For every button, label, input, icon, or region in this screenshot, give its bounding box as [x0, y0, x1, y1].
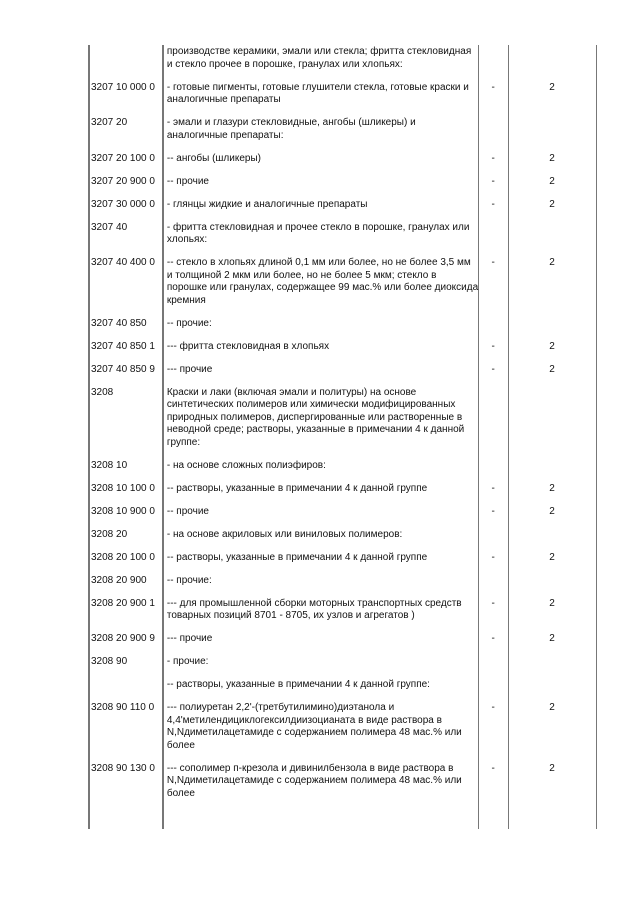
dash-cell: - — [491, 762, 495, 774]
description-cell: --- полиуретан 2,2'-(третбутилимино)диэтанола и 4,4'метилендициклогексилдиизоцианата в виде раствора в N,Nдиметилацетамиде с содержанием полимера 48 мас.% или более — [166, 702, 462, 751]
description-cell: -- прочие: — [166, 574, 212, 586]
dash-cell — [478, 46, 508, 71]
code-cell: 3207 30 000 0 — [91, 198, 155, 210]
dash-cell: - — [491, 175, 495, 187]
rate-cell — [508, 460, 596, 473]
code-cell: 3207 20 900 0 — [91, 175, 155, 187]
table-row — [88, 483, 596, 506]
description-cell: - на основе сложных полиэфиров: — [166, 459, 326, 471]
dash-cell: - — [491, 340, 495, 352]
table-row — [88, 552, 596, 575]
code-cell: 3208 20 900 1 — [91, 597, 155, 609]
rate-cell — [508, 222, 596, 247]
code-cell: 3207 40 — [91, 221, 128, 233]
table-row — [88, 257, 596, 318]
rate-cell — [508, 387, 596, 450]
code-cell: 3207 20 100 0 — [91, 152, 155, 164]
rate-cell: 2 — [549, 762, 555, 774]
dash-cell — [478, 222, 508, 247]
table-row — [88, 679, 596, 702]
dash-cell: - — [491, 597, 495, 609]
code-cell: 3208 10 900 0 — [91, 505, 155, 517]
table-row — [88, 633, 596, 656]
code-cell: 3207 20 — [91, 117, 128, 128]
description-cell: - прочие: — [166, 656, 209, 667]
dash-cell — [478, 529, 508, 542]
rate-cell: 2 — [549, 257, 555, 268]
dash-cell — [478, 575, 508, 588]
description-cell: производстве керамики, эмали или стекла; фритта стекловидная и стекло прочее в порошке, гранулах или хлопьях: — [166, 46, 472, 70]
description-cell: -- ангобы (шликеры) — [166, 152, 261, 164]
rate-cell: 2 — [549, 198, 555, 210]
code-cell: 3207 40 850 1 — [91, 340, 155, 352]
description-cell: --- прочие — [166, 363, 213, 375]
code-cell: 3207 40 850 — [91, 317, 147, 329]
table-row — [88, 598, 596, 634]
code-cell: 3208 90 130 0 — [91, 762, 155, 774]
dash-cell: - — [491, 257, 495, 268]
rate-cell — [508, 318, 596, 331]
table-row — [88, 199, 596, 222]
code-cell: 3208 10 100 0 — [91, 482, 155, 494]
code-cell: 3207 10 000 0 — [91, 81, 155, 93]
description-cell: -- стекло в хлопьях длиной 0,1 мм или более, но не более 3,5 мм и толщиной 2 мкм или более, но не более 5 мкм; стекло в порошке или гранулах, содержащее 99 мас.% или более диоксида кремния — [166, 257, 479, 306]
dash-cell: - — [491, 482, 495, 494]
description-cell: - готовые пигменты, готовые глушители стекла, готовые краски и аналогичные препараты — [166, 81, 469, 105]
dash-cell — [478, 679, 508, 692]
table-row — [88, 763, 596, 811]
dash-cell — [478, 117, 508, 142]
rate-cell: 2 — [549, 152, 555, 164]
code-cell: 3208 20 100 0 — [91, 551, 155, 563]
table-row — [88, 341, 596, 364]
dash-cell: - — [491, 633, 495, 644]
description-cell: Краски и лаки (включая эмали и политуры) на основе синтетических полимеров или химически модифицированных природных полимеров, диспергированные или растворенные в неводной среде; растворы, указанные в примечании 4 к данной группе: — [166, 386, 465, 448]
rate-cell: 2 — [549, 81, 555, 93]
rate-cell — [508, 656, 596, 669]
description-cell: -- растворы, указанные в примечании 4 к данной группе: — [166, 679, 430, 690]
code-cell: 3207 40 850 9 — [91, 363, 155, 375]
dash-cell: - — [491, 81, 495, 93]
rate-cell — [508, 117, 596, 142]
code-cell: 3208 20 900 — [91, 574, 147, 586]
description-cell: --- для промышленной сборки моторных транспортных средств товарных позиций 8701 - 8705, их узлов и агрегатов ) — [166, 597, 462, 621]
rate-cell: 2 — [549, 175, 555, 187]
rate-cell — [508, 46, 596, 71]
description-cell: -- прочие — [166, 505, 209, 517]
rate-cell: 2 — [549, 505, 555, 517]
description-cell: -- растворы, указанные в примечании 4 к данной группе — [166, 482, 428, 494]
rate-cell — [508, 575, 596, 588]
tariff-table — [88, 46, 596, 811]
description-cell: -- прочие — [166, 175, 209, 187]
table-row — [88, 222, 596, 258]
rate-cell — [508, 529, 596, 542]
table-row — [88, 460, 596, 483]
dash-cell — [478, 460, 508, 473]
table-border-right — [596, 45, 597, 829]
rate-cell: 2 — [549, 597, 555, 609]
dash-cell: - — [491, 363, 495, 375]
description-cell: - фритта стекловидная и прочее стекло в порошке, гранулах или хлопьях: — [166, 221, 470, 245]
table-row — [88, 176, 596, 199]
rate-cell: 2 — [549, 340, 555, 352]
description-cell: --- прочие — [166, 633, 213, 644]
code-cell: 3208 10 — [91, 459, 128, 471]
dash-cell: - — [491, 505, 495, 517]
code-cell: 3207 40 400 0 — [91, 257, 155, 268]
rate-cell: 2 — [549, 633, 555, 644]
table-row — [88, 153, 596, 176]
dash-cell: - — [491, 551, 495, 563]
description-cell: - глянцы жидкие и аналогичные препараты — [166, 198, 368, 210]
description-cell: -- растворы, указанные в примечании 4 к данной группе — [166, 551, 428, 563]
dash-cell: - — [491, 702, 495, 713]
code-cell: 3208 90 — [91, 656, 128, 667]
table-row — [88, 117, 596, 153]
table-row — [88, 82, 596, 118]
table-row — [88, 702, 596, 763]
description-cell: --- сополимер п-крезола и дивинилбензола в виде раствора в N,Nдиметилацетамиде с содержанием полимера 48 мас.% или более — [166, 762, 462, 799]
code-cell — [88, 679, 163, 692]
description-cell: -- прочие: — [166, 317, 212, 329]
table-row — [88, 575, 596, 598]
code-cell — [88, 46, 163, 71]
table-row — [88, 46, 596, 82]
table-row — [88, 506, 596, 529]
dash-cell: - — [491, 198, 495, 210]
dash-cell — [478, 387, 508, 450]
code-cell: 3208 20 — [91, 528, 128, 540]
rate-cell: 2 — [549, 551, 555, 563]
table-row — [88, 529, 596, 552]
dash-cell — [478, 656, 508, 669]
table-row — [88, 656, 596, 679]
dash-cell — [478, 318, 508, 331]
table-row — [88, 318, 596, 341]
rate-cell — [508, 679, 596, 692]
code-cell: 3208 — [91, 386, 114, 398]
dash-cell: - — [491, 152, 495, 164]
rate-cell: 2 — [549, 363, 555, 375]
description-cell: --- фритта стекловидная в хлопьях — [166, 340, 330, 352]
rate-cell: 2 — [549, 702, 555, 713]
description-cell: - эмали и глазури стекловидные, ангобы (шликеры) и аналогичные препараты: — [166, 117, 416, 141]
table-row — [88, 364, 596, 387]
description-cell: - на основе акриловых или виниловых полимеров: — [166, 528, 403, 540]
code-cell: 3208 20 900 9 — [91, 633, 155, 644]
code-cell: 3208 90 110 0 — [91, 702, 155, 713]
table-row — [88, 387, 596, 460]
rate-cell: 2 — [549, 482, 555, 494]
